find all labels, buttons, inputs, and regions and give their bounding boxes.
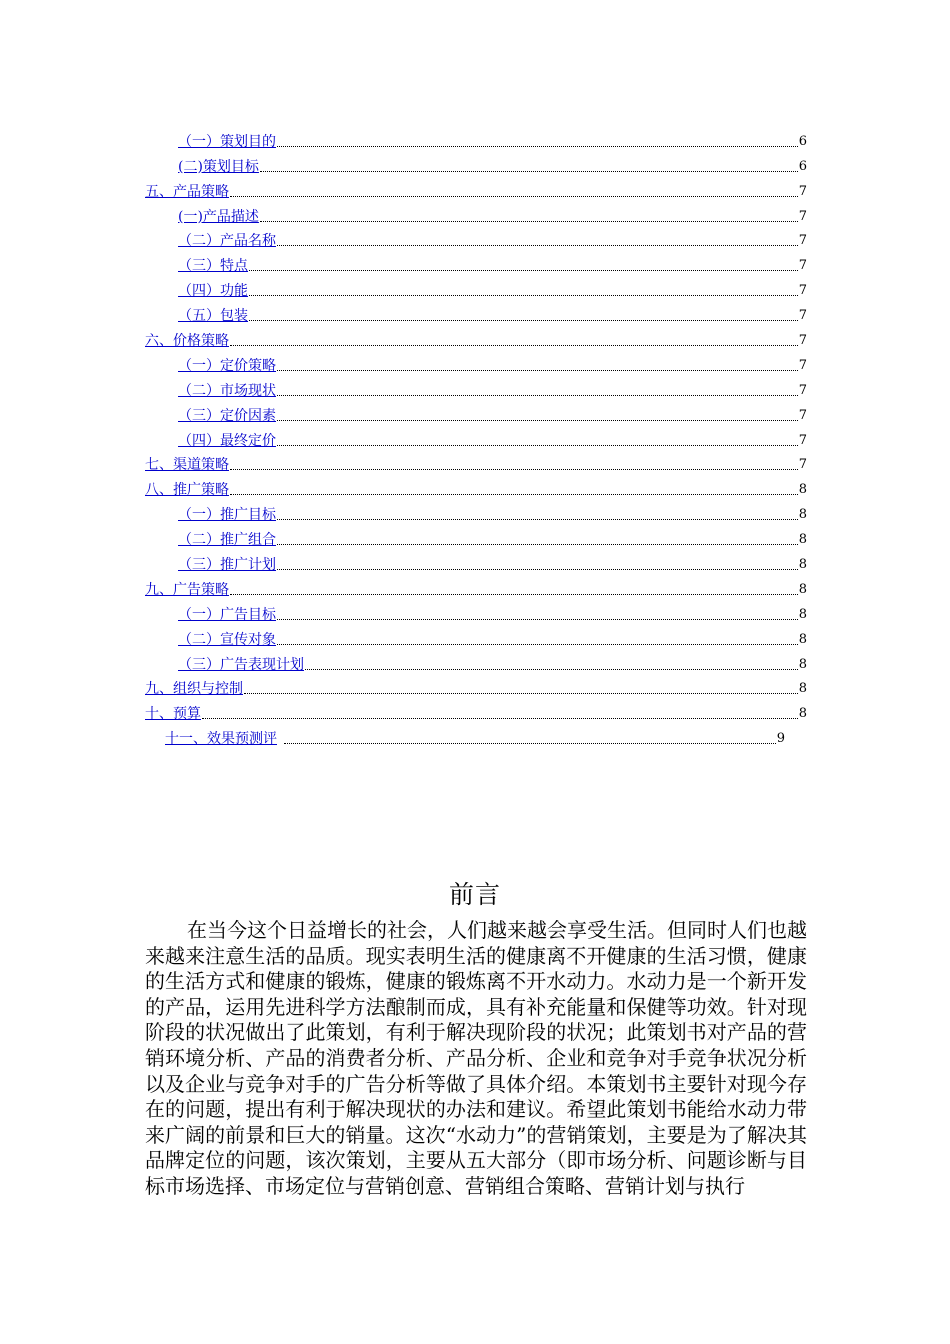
toc-entry[interactable] (145, 201, 807, 226)
toc-entry-link[interactable]: (一)产品描述 (178, 208, 259, 225)
toc-entry-link[interactable]: （二）宣传对象 (178, 631, 276, 648)
toc-entry-link[interactable]: 九、组织与控制 (145, 681, 243, 698)
toc-dot-leader (277, 244, 798, 246)
preface-body: 在当今这个日益增长的社会，人们越来越会享受生活。但同时人们也越来越来注意生活的品质。现实表明生活的健康离不开健康的生活习惯，健康的生活方式和健康的锻炼，健康的锻炼离不开水动力。水动力是一个新开发的产品，运用先进科学方法酿制而成，具有补充能量和保健等功效。针对现阶段的状况做出了此策划，有利于解决现阶段的状况；此策划书对产品的营销环境分析、产品的消费者分析、产品分析、企业和竞争对手竞争状况分析以及企业与竞争对手的广告分析等做了具体介绍。本策划书主要针对现今存在的问题，提出有利于解决现状的办法和建议。希望此策划书能给水动力带来广阔的前景和巨大的销量。这次“水动力”的营销策划，主要是为了解决其品牌定位的问题，该次策划，主要从五大部分（即市场分析、问题诊断与目标市场选择、市场定位与营销创意、营销组合策略、营销计划与执行 (145, 918, 807, 1198)
toc-dot-leader (230, 344, 798, 346)
toc-entry[interactable] (145, 400, 807, 425)
toc-page-number: 8 (798, 557, 807, 573)
toc-page-number: 7 (798, 183, 807, 199)
toc-page-number: 8 (798, 631, 807, 647)
toc-dot-leader (277, 145, 798, 147)
toc-entry[interactable] (145, 499, 807, 524)
toc-dot-leader (277, 543, 798, 545)
toc-entry[interactable] (145, 698, 807, 723)
toc-page-number: 8 (798, 681, 807, 697)
toc-entry-link[interactable]: (二)策划目标 (178, 158, 259, 175)
toc-entry-link[interactable]: 五、产品策略 (145, 183, 229, 200)
toc-dot-leader (284, 742, 776, 744)
toc-dot-leader (249, 319, 798, 321)
toc-entry-link[interactable]: 八、推广策略 (145, 482, 229, 499)
toc-entry-link[interactable]: 七、渠道策略 (145, 457, 229, 474)
toc-entry[interactable] (145, 275, 807, 300)
toc-page-number: 8 (798, 482, 807, 498)
toc-dot-leader (277, 419, 798, 421)
toc-page-number: 7 (798, 333, 807, 349)
toc-page-number: 6 (798, 133, 807, 149)
toc-entry[interactable] (145, 549, 807, 574)
toc-page-number: 7 (798, 208, 807, 224)
toc-page-number: 7 (798, 432, 807, 448)
toc-entry[interactable] (145, 599, 807, 624)
toc-entry-link[interactable]: （二）推广组合 (178, 532, 276, 549)
toc-entry-link[interactable]: （五）包装 (178, 308, 248, 325)
toc-entry-link[interactable]: （一）广告目标 (178, 606, 276, 623)
toc-entry[interactable] (145, 176, 807, 201)
toc-page-number: 7 (798, 357, 807, 373)
toc-entry-link[interactable]: 六、价格策略 (145, 333, 229, 350)
toc-page-number: 8 (798, 706, 807, 722)
toc-entry-link[interactable]: （一）推广目标 (178, 507, 276, 524)
toc-entry[interactable] (145, 574, 807, 599)
toc-entry[interactable] (145, 151, 807, 176)
toc-dot-leader (305, 668, 798, 670)
toc-entry[interactable] (145, 723, 807, 748)
toc-entry-link[interactable]: （四）最终定价 (178, 432, 276, 449)
toc-page-number: 7 (798, 233, 807, 249)
toc-entry-link[interactable]: （一）策划目的 (178, 133, 276, 150)
toc-entry[interactable] (145, 474, 807, 499)
toc-dot-leader (230, 468, 798, 470)
toc-page-number: 7 (798, 407, 807, 423)
toc-dot-leader (249, 294, 798, 296)
toc-page-number: 6 (798, 158, 807, 174)
toc-entry-link[interactable]: （三）定价因素 (178, 407, 276, 424)
toc-page-number: 7 (798, 457, 807, 473)
toc-entry[interactable] (145, 325, 807, 350)
toc-entry[interactable] (145, 674, 807, 699)
toc-entry-link[interactable]: （二）市场现状 (178, 382, 276, 399)
toc-dot-leader (202, 717, 798, 719)
toc-entry-link[interactable]: 十一、效果预测评 (165, 731, 277, 748)
toc-entry-link[interactable]: （三）广告表现计划 (178, 656, 304, 673)
table-of-contents (145, 126, 807, 748)
toc-dot-leader (230, 195, 798, 197)
toc-entry[interactable] (145, 375, 807, 400)
toc-entry-link[interactable]: （二）产品名称 (178, 233, 276, 250)
toc-page-number: 8 (798, 606, 807, 622)
toc-dot-leader (230, 593, 798, 595)
toc-entry-link[interactable]: 九、广告策略 (145, 581, 229, 598)
toc-page-number: 9 (776, 731, 785, 747)
toc-entry-link[interactable]: 十、预算 (145, 706, 201, 723)
preface-title: 前言 (448, 880, 501, 909)
toc-page-number: 8 (798, 507, 807, 523)
toc-entry[interactable] (145, 226, 807, 251)
toc-entry[interactable] (145, 450, 807, 475)
toc-dot-leader (277, 618, 798, 620)
toc-entry[interactable] (145, 624, 807, 649)
toc-entry-link[interactable]: （四）功能 (178, 283, 248, 300)
toc-dot-leader (260, 170, 798, 172)
toc-dot-leader (260, 220, 798, 222)
toc-dot-leader (277, 444, 798, 446)
toc-page-number: 7 (798, 382, 807, 398)
toc-dot-leader (244, 692, 798, 694)
toc-entry-link[interactable]: （三）推广计划 (178, 557, 276, 574)
toc-entry[interactable] (145, 300, 807, 325)
toc-dot-leader (277, 643, 798, 645)
toc-dot-leader (277, 394, 798, 396)
toc-entry[interactable] (145, 250, 807, 275)
toc-dot-leader (230, 493, 798, 495)
toc-dot-leader (277, 568, 798, 570)
toc-entry[interactable] (145, 649, 807, 674)
toc-page-number: 7 (798, 308, 807, 324)
toc-entry[interactable] (145, 524, 807, 549)
toc-entry-link[interactable]: （三）特点 (178, 258, 248, 275)
toc-entry[interactable] (145, 425, 807, 450)
toc-dot-leader (277, 518, 798, 520)
toc-page-number: 7 (798, 283, 807, 299)
toc-entry-link[interactable]: （一）定价策略 (178, 357, 276, 374)
toc-page-number: 8 (798, 532, 807, 548)
toc-page-number: 8 (798, 581, 807, 597)
toc-dot-leader (277, 369, 798, 371)
toc-page-number: 7 (798, 258, 807, 274)
toc-entry[interactable] (145, 350, 807, 375)
toc-entry[interactable] (145, 126, 807, 151)
toc-dot-leader (249, 269, 798, 271)
toc-page-number: 8 (798, 656, 807, 672)
